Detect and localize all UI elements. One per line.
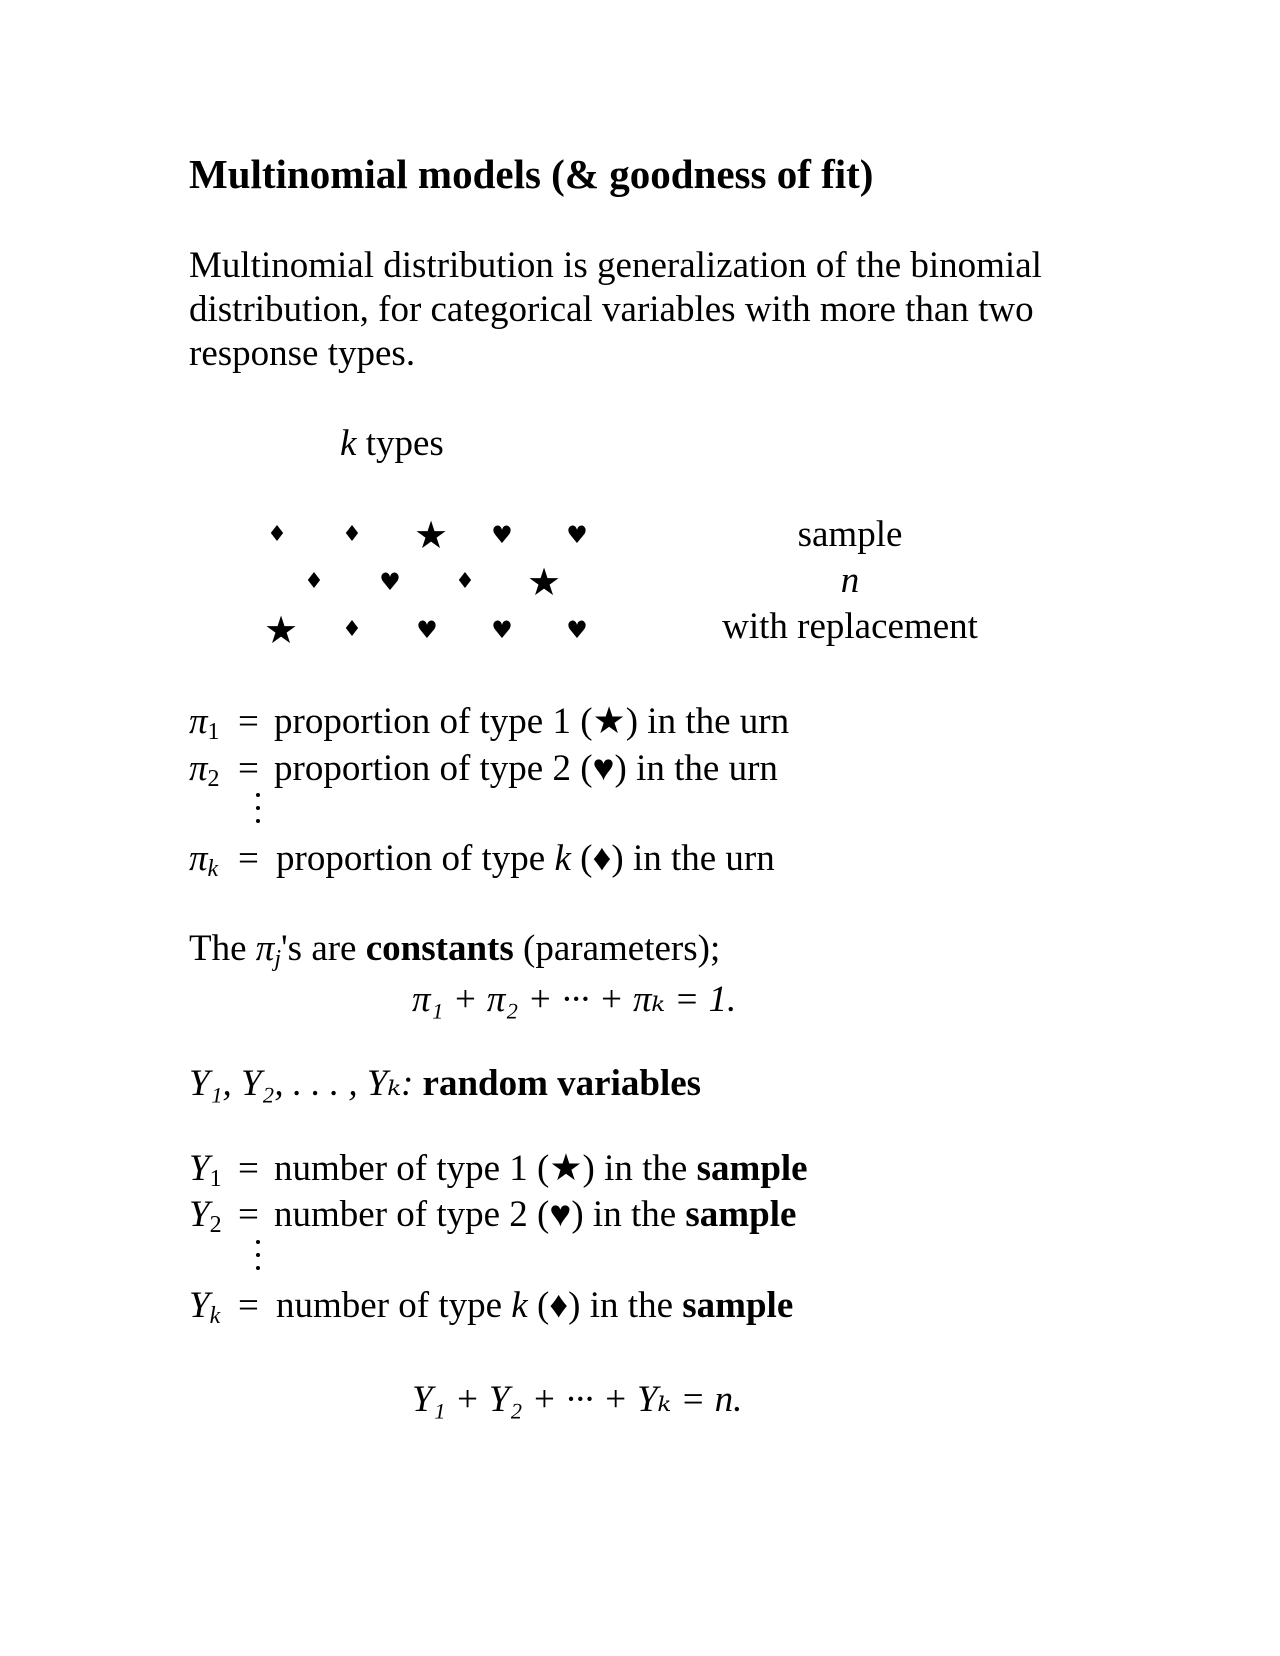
count-1-text: number of type 1 (★) in the sample: [274, 1148, 808, 1189]
star-icon: ★: [526, 560, 562, 604]
constants-line: The $\pi_j's$ are constants (parameters);: [189, 928, 721, 972]
constants-bold: constants: [365, 928, 514, 969]
intro-line-3: response types.: [189, 333, 416, 374]
intro-paragraph: [189, 244, 1089, 376]
equals-sign: =: [238, 1194, 259, 1235]
star-icon: ★: [263, 608, 299, 652]
count-k-text: number of type k (♦) in the sample: [276, 1285, 794, 1326]
k-variable: k: [340, 423, 357, 464]
y-k-symbol: $Y_k$: [189, 1285, 221, 1329]
diamond-icon: ♦: [455, 569, 475, 594]
random-variables-line: [189, 1065, 701, 1102]
vertical-dots: [256, 793, 260, 832]
y-sum-equation: Y₁ + Y₂ + ··· + Yₖ = n.: [412, 1379, 743, 1420]
y-2-symbol: $Y_2$: [189, 1194, 222, 1238]
diamond-icon: ♦: [342, 617, 362, 642]
vertical-dots: [256, 1240, 260, 1279]
sample-line-1: sample n: [700, 512, 1000, 604]
heart-icon: ♥: [491, 521, 513, 549]
y-list: Y₁, Y₂, . . . , Yₖ:: [189, 1063, 414, 1104]
diamond-icon: ♦: [267, 522, 287, 547]
star-icon: ★: [413, 513, 449, 557]
proportion-1-text: proportion of type 1 (★) in the urn: [274, 701, 790, 742]
types-text: types: [365, 423, 444, 464]
y-1-symbol: $Y_1$: [189, 1148, 222, 1192]
pi-1-symbol: $\pi_1$: [189, 701, 220, 745]
sample-note: [700, 512, 1000, 650]
equals-sign: =: [238, 1285, 259, 1326]
equals-sign: =: [238, 1148, 259, 1189]
heart-icon: ♥: [566, 616, 588, 644]
intro-line-2: distribution, for categorical variables with more than two: [189, 289, 1034, 330]
heart-icon: ♥: [379, 568, 401, 596]
k-types-label: [340, 422, 444, 465]
diamond-icon: ♦: [342, 522, 362, 547]
random-variables-bold: random variables: [422, 1063, 702, 1104]
n-variable: n: [840, 560, 860, 601]
sample-line-2: with replacement: [722, 606, 978, 647]
count-2-text: number of type 2 (♥) in the sample: [274, 1194, 797, 1235]
pi-2-symbol: $\pi_2$: [189, 748, 220, 792]
equals-sign: =: [238, 838, 259, 879]
heart-icon: ♥: [566, 521, 588, 549]
equals-sign: =: [238, 701, 259, 742]
pi-k-symbol: $\pi_k$: [189, 838, 219, 882]
page-title: Multinomial models (& goodness of fit): [189, 151, 874, 197]
diamond-icon: ♦: [304, 569, 324, 594]
proportion-2-text: proportion of type 2 (♥) in the urn: [274, 748, 778, 789]
heart-icon: ♥: [491, 616, 513, 644]
intro-line-1: Multinomial distribution is generalization of the binomial: [189, 245, 1042, 286]
proportion-k-text: proportion of type k (♦) in the urn: [276, 838, 775, 879]
pi-sum-equation: π₁ + π₂ + ··· + πₖ = 1.: [412, 979, 737, 1020]
equals-sign: =: [238, 748, 259, 789]
heart-icon: ♥: [416, 616, 438, 644]
